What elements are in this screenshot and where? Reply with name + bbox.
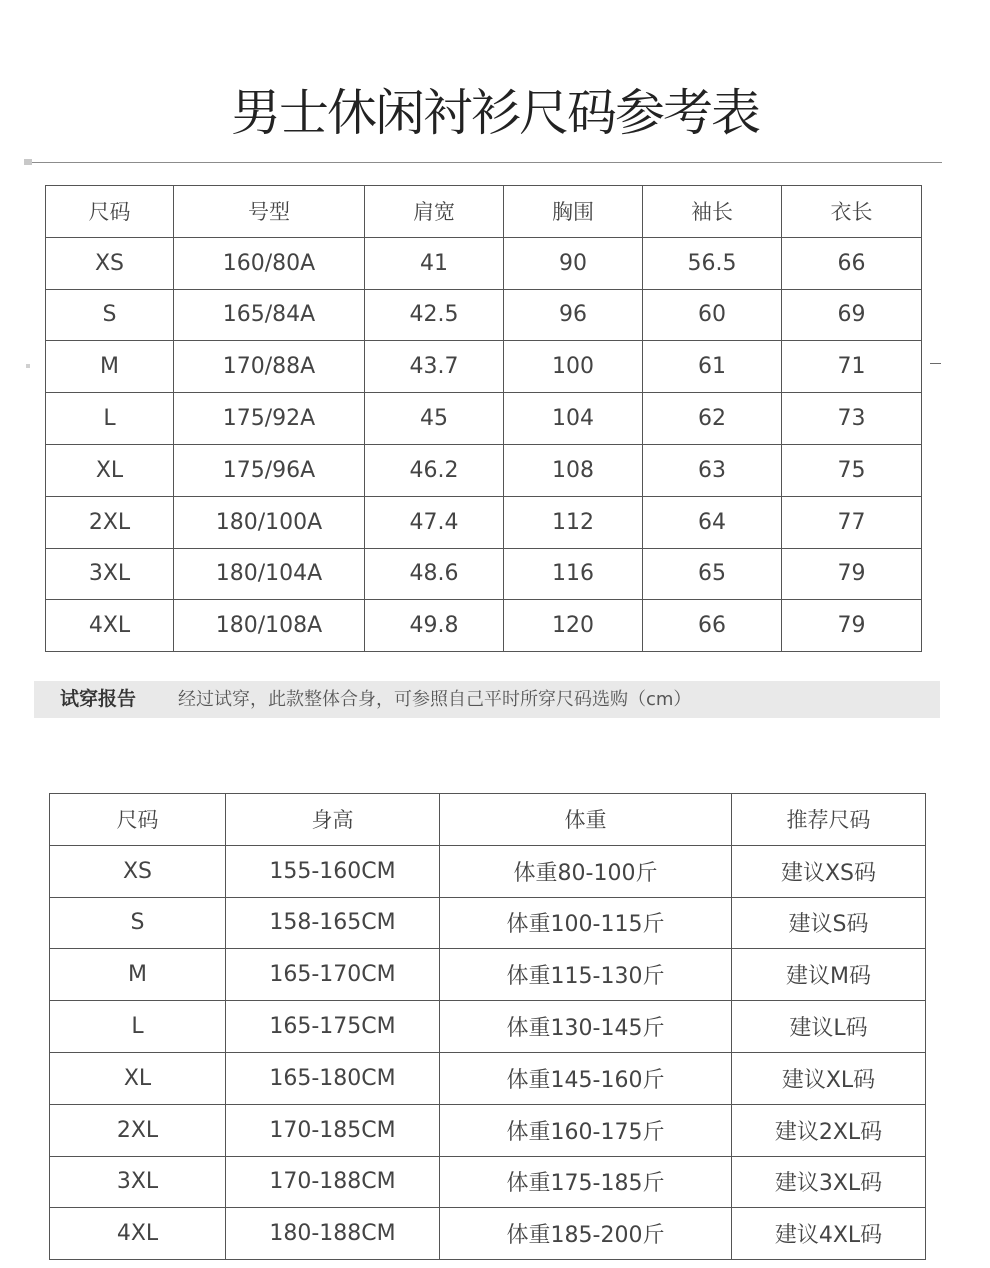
size-table-cell: L	[46, 393, 174, 445]
size-table-cell: 75	[782, 444, 922, 496]
recommend-table-cell: 170-185CM	[226, 1104, 440, 1156]
title-divider	[27, 162, 942, 163]
recommend-table-cell: 体重175-185斤	[440, 1156, 732, 1208]
recommend-table-cell: M	[50, 949, 226, 1001]
size-table-cell: 175/96A	[174, 444, 365, 496]
size-table-cell: 48.6	[365, 548, 504, 600]
recommend-table-cell: 建议XL码	[732, 1052, 926, 1104]
recommend-table-cell: 建议S码	[732, 897, 926, 949]
recommend-table-cell: 3XL	[50, 1156, 226, 1208]
recommend-table-cell: 体重145-160斤	[440, 1052, 732, 1104]
size-table-cell: 56.5	[643, 237, 782, 289]
size-table-cell: 180/108A	[174, 600, 365, 652]
recommend-table-cell: 180-188CM	[226, 1208, 440, 1260]
size-spec-table	[45, 185, 922, 652]
recommend-table-header-cell: 体重	[440, 794, 732, 846]
size-table-row	[46, 496, 922, 548]
size-table-cell: 45	[365, 393, 504, 445]
recommend-table-cell: 158-165CM	[226, 897, 440, 949]
size-table-header-cell: 胸围	[504, 186, 643, 238]
size-table-cell: 60	[643, 289, 782, 341]
size-table-cell: 65	[643, 548, 782, 600]
size-table-cell: 71	[782, 341, 922, 393]
recommend-table-cell: 建议2XL码	[732, 1104, 926, 1156]
size-table-cell: 175/92A	[174, 393, 365, 445]
size-table-row	[46, 393, 922, 445]
size-table-cell: 90	[504, 237, 643, 289]
size-table-cell: 100	[504, 341, 643, 393]
size-table-cell: 79	[782, 600, 922, 652]
left-edge-mark	[26, 364, 30, 368]
size-table-cell: 116	[504, 548, 643, 600]
recommend-table-cell: 体重160-175斤	[440, 1104, 732, 1156]
recommend-table-cell: 建议4XL码	[732, 1208, 926, 1260]
trial-report-text: 经过试穿，此款整体合身，可参照自己平时所穿尺码选购（cm）	[178, 689, 692, 710]
size-table-row	[46, 444, 922, 496]
size-table-header-cell: 号型	[174, 186, 365, 238]
recommend-table-cell: 建议3XL码	[732, 1156, 926, 1208]
size-table-cell: 165/84A	[174, 289, 365, 341]
recommend-table-row	[50, 1052, 926, 1104]
recommend-table-cell: 165-175CM	[226, 1001, 440, 1053]
size-table-cell: 104	[504, 393, 643, 445]
divider-end-mark	[24, 159, 32, 165]
recommend-table-cell: S	[50, 897, 226, 949]
size-table-header-cell: 肩宽	[365, 186, 504, 238]
size-table-cell: 43.7	[365, 341, 504, 393]
recommend-table-row	[50, 1104, 926, 1156]
recommend-table-cell: 165-180CM	[226, 1052, 440, 1104]
size-table-cell: 2XL	[46, 496, 174, 548]
recommend-table-header-row	[50, 794, 926, 846]
size-table-cell: 63	[643, 444, 782, 496]
recommend-table-row	[50, 1208, 926, 1260]
recommend-table-row	[50, 897, 926, 949]
recommend-table-cell: 165-170CM	[226, 949, 440, 1001]
recommend-table-cell: L	[50, 1001, 226, 1053]
recommend-table-cell: 170-188CM	[226, 1156, 440, 1208]
size-table-cell: 180/104A	[174, 548, 365, 600]
size-table-cell: 73	[782, 393, 922, 445]
recommend-table-cell: 体重115-130斤	[440, 949, 732, 1001]
size-table-cell: 66	[782, 237, 922, 289]
size-table-cell: 4XL	[46, 600, 174, 652]
size-table-cell: 180/100A	[174, 496, 365, 548]
recommend-table-row	[50, 949, 926, 1001]
recommend-table-cell: 建议M码	[732, 949, 926, 1001]
size-table-cell: 41	[365, 237, 504, 289]
size-table-cell: XS	[46, 237, 174, 289]
size-table-cell: 61	[643, 341, 782, 393]
size-table-cell: 108	[504, 444, 643, 496]
size-table-cell: 3XL	[46, 548, 174, 600]
recommend-table-cell: 体重100-115斤	[440, 897, 732, 949]
recommend-table-header-cell: 身高	[226, 794, 440, 846]
recommend-table-row	[50, 1001, 926, 1053]
recommend-table-header-cell: 推荐尺码	[732, 794, 926, 846]
recommend-table-cell: 体重80-100斤	[440, 845, 732, 897]
size-table-cell: 170/88A	[174, 341, 365, 393]
size-table-cell: 66	[643, 600, 782, 652]
size-table-row	[46, 548, 922, 600]
recommend-table-cell: 155-160CM	[226, 845, 440, 897]
size-table-cell: 120	[504, 600, 643, 652]
page-title: 男士休闲衬衫尺码参考表	[231, 84, 759, 142]
size-table-cell: 46.2	[365, 444, 504, 496]
recommend-table-header-cell: 尺码	[50, 794, 226, 846]
size-table-cell: M	[46, 341, 174, 393]
size-table-cell: 77	[782, 496, 922, 548]
size-table-cell: 62	[643, 393, 782, 445]
size-table-cell: 79	[782, 548, 922, 600]
recommend-table-cell: 体重185-200斤	[440, 1208, 732, 1260]
recommend-table-row	[50, 845, 926, 897]
size-table-cell: 96	[504, 289, 643, 341]
size-table-cell: 49.8	[365, 600, 504, 652]
recommend-table-cell: XL	[50, 1052, 226, 1104]
size-table-cell: 42.5	[365, 289, 504, 341]
size-table-header-cell: 袖长	[643, 186, 782, 238]
size-table-row	[46, 237, 922, 289]
size-table-cell: 64	[643, 496, 782, 548]
recommend-table-cell: 体重130-145斤	[440, 1001, 732, 1053]
size-table-row	[46, 289, 922, 341]
size-table-cell: S	[46, 289, 174, 341]
right-edge-mark	[930, 363, 941, 364]
size-table-header-row	[46, 186, 922, 238]
recommend-table-cell: 建议L码	[732, 1001, 926, 1053]
size-table-row	[46, 341, 922, 393]
recommend-table-row	[50, 1156, 926, 1208]
size-table-header-cell: 衣长	[782, 186, 922, 238]
size-table-cell: 69	[782, 289, 922, 341]
recommend-table-cell: 建议XS码	[732, 845, 926, 897]
recommend-table-cell: XS	[50, 845, 226, 897]
size-table-cell: 112	[504, 496, 643, 548]
trial-report-label: 试穿报告	[60, 688, 137, 710]
size-recommendation-table	[49, 793, 926, 1260]
size-table-cell: 160/80A	[174, 237, 365, 289]
recommend-table-cell: 2XL	[50, 1104, 226, 1156]
size-table-header-cell: 尺码	[46, 186, 174, 238]
size-table-cell: 47.4	[365, 496, 504, 548]
size-table-row	[46, 600, 922, 652]
recommend-table-cell: 4XL	[50, 1208, 226, 1260]
size-table-cell: XL	[46, 444, 174, 496]
